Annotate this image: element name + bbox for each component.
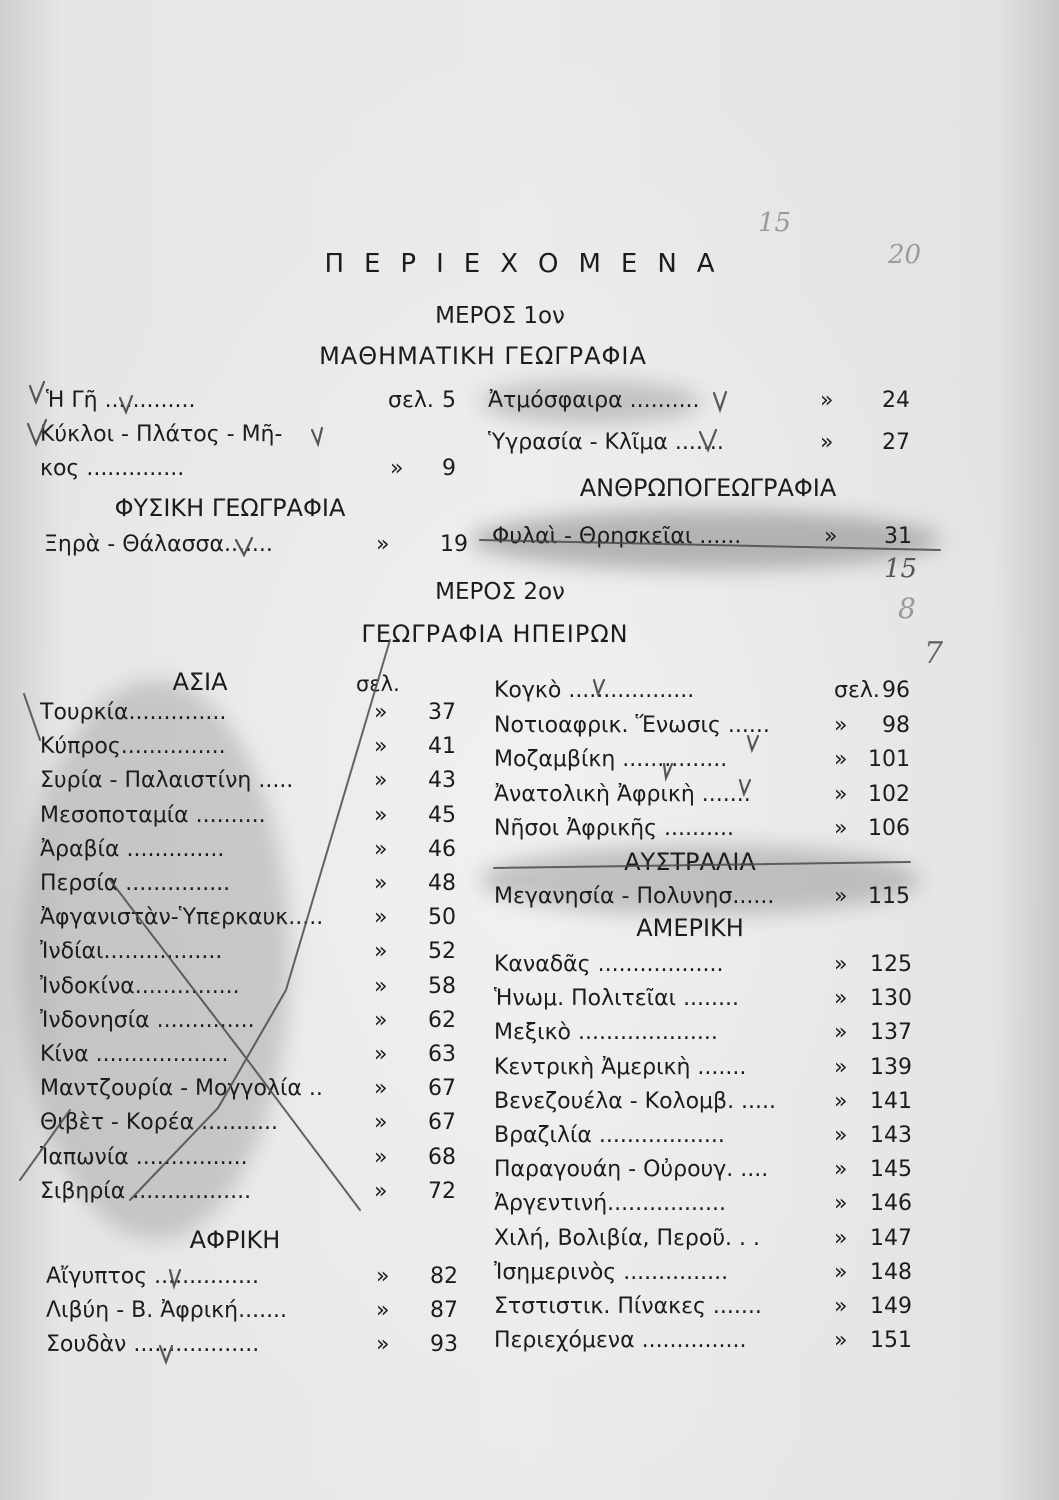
check-mark-icon	[30, 382, 44, 402]
entry-label: Κεντρικὴ Ἀμερικὴ .......	[494, 1054, 747, 1080]
ditto-mark: »	[834, 712, 848, 738]
africa-heading: ΑΦΡΙΚΗ	[189, 1226, 281, 1254]
check-mark-icon	[160, 1346, 172, 1362]
ditto-mark: »	[374, 734, 388, 760]
australia-heading: ΑΥΣΤΡΑΛΙΑ	[624, 848, 756, 876]
sel-label: σελ.	[356, 672, 400, 696]
entry-label: Κογκὸ ..................	[494, 678, 695, 703]
entry-label: Περιεχόμενα ...............	[494, 1328, 747, 1354]
page-number: 58	[428, 973, 456, 999]
page-number: 31	[884, 524, 912, 549]
check-mark-icon	[236, 538, 252, 555]
page-number: 67	[428, 1076, 456, 1102]
entry-label: Καναδᾶς ..................	[494, 952, 724, 977]
page-number: 46	[428, 836, 456, 862]
page-number: 68	[428, 1144, 456, 1170]
ditto-mark: »	[374, 802, 388, 828]
entry-label: Κύπρος...............	[40, 734, 226, 760]
page-number: 130	[870, 986, 912, 1012]
ditto-mark: »	[824, 524, 838, 549]
ditto-mark: »	[834, 1294, 848, 1319]
ditto-mark: »	[376, 1332, 390, 1357]
ditto-mark: »	[834, 1191, 848, 1217]
entry-label: Περσία ...............	[40, 871, 231, 896]
cross-out-line-icon	[24, 694, 40, 740]
entry-label: Ὑγρασία - Κλῖμα .......	[488, 430, 724, 455]
ditto-mark: »	[834, 952, 848, 977]
entry-label: Ἡνωμ. Πολιτεῖαι ........	[494, 986, 740, 1012]
ditto-mark: »	[834, 816, 848, 841]
entry-label: Ἰνδίαι.................	[40, 939, 223, 965]
page-number: 41	[428, 734, 456, 760]
page-number: 87	[430, 1298, 458, 1323]
check-mark-icon	[714, 392, 726, 410]
pencil-note: 15	[758, 208, 792, 238]
ditto-mark: »	[374, 1178, 388, 1204]
cross-out-line-icon	[130, 640, 390, 1200]
ditto-mark: »	[374, 973, 388, 999]
ditto-mark: »	[834, 1157, 848, 1183]
entry-label: κος ..............	[40, 456, 185, 481]
check-mark-icon	[740, 780, 750, 794]
page-number: 24	[882, 388, 910, 413]
page-number: 27	[882, 430, 910, 455]
entry-label: Ἀνατολικὴ Ἀφρικὴ .......	[494, 781, 751, 807]
entry-label: Μεγανησία - Πολυνησ......	[494, 884, 775, 909]
check-mark-icon	[700, 430, 716, 450]
ditto-mark: »	[374, 1144, 388, 1170]
part1-heading: ΜΕΡΟΣ 1ον	[435, 303, 565, 329]
page-number: 72	[428, 1178, 456, 1204]
check-mark-icon	[28, 420, 46, 444]
page-number: 146	[870, 1191, 912, 1217]
page-number: 106	[868, 816, 910, 841]
ditto-mark: »	[374, 768, 388, 794]
entry-label: Ἰαπωνία ................	[40, 1144, 248, 1170]
page-number: 37	[428, 700, 456, 725]
ditto-mark: σελ.	[834, 678, 880, 703]
entry-label: Ἰσημερινὸς ...............	[494, 1259, 729, 1285]
check-mark-icon	[312, 428, 322, 444]
page-title: ΠΕΡΙΕΧΟΜΕΝΑ	[324, 249, 735, 279]
entry-label: Συρία - Παλαιστίνη .....	[40, 768, 294, 794]
entry-label: Ἰνδοκίνα...............	[40, 973, 240, 999]
entry-label: Ἀργεντινή.................	[494, 1191, 727, 1217]
entry-label: Στστιστικ. Πίνακες .......	[494, 1294, 762, 1319]
page-number: 137	[870, 1020, 912, 1046]
check-mark-icon	[170, 1270, 180, 1286]
ditto-mark: »	[820, 430, 834, 455]
entry-label: Μαντζουρία - Μογγολία ..	[40, 1076, 323, 1102]
entry-label: Ἀτμόσφαιρα ..........	[488, 388, 700, 413]
entry-label: Βενεζουέλα - Κολομβ. .....	[494, 1088, 777, 1114]
entry-label: Χιλή, Βολιβία, Περοῦ. . .	[494, 1225, 761, 1251]
entry-label: Μεσοποταμία ..........	[40, 802, 266, 828]
ditto-mark: »	[374, 939, 388, 965]
ditto-mark: »	[834, 986, 848, 1012]
entry-label: Μοζαμβίκη ...............	[494, 747, 728, 772]
page-number: 9	[442, 456, 456, 481]
anthropogeography-heading: ΑΝΘΡΩΠΟΓΕΩΓΡΑΦΙΑ	[579, 474, 837, 502]
page-number: 151	[870, 1328, 912, 1354]
page-number: 96	[882, 678, 910, 703]
part1-subheading: ΜΑΘΗΜΑΤΙΚΗ ΓΕΩΓΡΑΦΙΑ	[319, 342, 647, 370]
ditto-mark: »	[834, 1328, 848, 1354]
ditto-mark: »	[834, 781, 848, 807]
entry-label: Νοτιοαφρικ. Ἕνωσις ......	[494, 712, 770, 738]
ditto-mark: »	[834, 884, 848, 909]
america-heading: ΑΜΕΡΙΚΗ	[636, 914, 744, 942]
pencil-note: 7	[924, 636, 944, 671]
entry-label: Θιβὲτ - Κορέα ...........	[40, 1110, 279, 1136]
ditto-mark: »	[374, 1042, 388, 1067]
part2-heading: ΜΕΡΟΣ 2ον	[435, 579, 565, 605]
ditto-mark: »	[834, 1225, 848, 1251]
part2-subheading: ΓΕΩΓΡΑΦΙΑ ΗΠΕΙΡΩΝ	[361, 620, 629, 648]
entry-label: Ξηρὰ - Θάλασσα.......	[44, 532, 273, 557]
ditto-mark: »	[834, 1123, 848, 1148]
page-number: 19	[440, 532, 468, 557]
entry-label: Κύκλοι - Πλάτος - Μῆ-	[40, 422, 283, 447]
entry-label: Ἡ Γῆ .............	[46, 388, 196, 413]
ditto-mark: »	[374, 1110, 388, 1136]
check-mark-icon	[664, 764, 672, 778]
cross-out-line-icon	[20, 1110, 70, 1180]
sel-label: σελ.	[388, 388, 434, 413]
pencil-note: 20	[888, 240, 922, 270]
page-number: 149	[870, 1294, 912, 1319]
page-number: 82	[430, 1264, 458, 1289]
ditto-mark: »	[820, 388, 834, 413]
page-number: 145	[870, 1157, 912, 1183]
ditto-mark: »	[374, 1007, 388, 1033]
entry-label: Φυλαὶ - Θρησκεῖαι ......	[492, 524, 742, 549]
page-number: 62	[428, 1007, 456, 1033]
page-number: 93	[430, 1332, 458, 1357]
page-number: 125	[870, 952, 912, 977]
page-number: 115	[868, 884, 910, 909]
page-number: 102	[868, 781, 910, 807]
entry-label: Νῆσοι Ἀφρικῆς ..........	[494, 816, 734, 841]
page-number: 101	[868, 747, 910, 772]
entry-label: Ἀραβία ..............	[40, 836, 225, 862]
check-mark-icon	[594, 680, 604, 694]
ditto-mark: »	[834, 747, 848, 772]
ditto-mark: »	[374, 700, 388, 725]
entry-label: Μεξικὸ ....................	[494, 1020, 718, 1046]
page-number: 45	[428, 802, 456, 828]
entry-label: Βραζιλία ..................	[494, 1123, 725, 1148]
page-number: 48	[428, 871, 456, 896]
ditto-mark: »	[390, 456, 404, 481]
entry-label: Τουρκία..............	[40, 700, 227, 725]
ditto-mark: »	[834, 1088, 848, 1114]
page-number: 143	[870, 1123, 912, 1148]
ditto-mark: »	[834, 1259, 848, 1285]
ditto-mark: »	[376, 532, 390, 557]
ditto-mark: »	[374, 871, 388, 896]
ditto-mark: »	[834, 1020, 848, 1046]
page-number: 67	[428, 1110, 456, 1136]
entry-label: Σουδὰν ..................	[46, 1332, 260, 1357]
strike-line-icon	[494, 862, 910, 868]
ditto-mark: »	[376, 1298, 390, 1323]
cross-out-line-icon	[110, 880, 360, 1210]
page-number: 43	[428, 768, 456, 794]
ditto-mark: »	[374, 905, 388, 931]
page-number: 98	[882, 712, 910, 738]
ditto-mark: »	[374, 1076, 388, 1102]
page-number: 148	[870, 1259, 912, 1285]
page-number: 63	[428, 1042, 456, 1067]
ditto-mark: »	[376, 1264, 390, 1289]
entry-label: Ἰνδονησία ..............	[40, 1007, 255, 1033]
entry-label: Κίνα ...................	[40, 1042, 229, 1067]
page-number: 52	[428, 939, 456, 965]
page-number: 139	[870, 1054, 912, 1080]
entry-label: Παραγουάη - Οὐρουγ. ....	[494, 1157, 769, 1183]
ditto-mark: »	[374, 836, 388, 862]
physical-geography-heading: ΦΥΣΙΚΗ ΓΕΩΓΡΑΦΙΑ	[114, 494, 346, 522]
check-mark-icon	[748, 736, 758, 750]
strike-line-icon	[480, 540, 940, 550]
page-number: 50	[428, 905, 456, 931]
page-number: 141	[870, 1088, 912, 1114]
page-number: 147	[870, 1225, 912, 1251]
entry-label: Σιβηρία .................	[40, 1178, 252, 1204]
page-number: 5	[442, 388, 456, 413]
entry-label: Ἀφγανιστὰν-Ὑπερκαυκ.....	[40, 905, 324, 931]
pencil-note: 8	[898, 592, 916, 625]
check-mark-icon	[120, 396, 132, 412]
pencil-note: 15	[884, 554, 918, 584]
entry-label: Λιβύη - Β. Ἀφρική.......	[46, 1298, 288, 1323]
ditto-mark: »	[834, 1054, 848, 1080]
entry-label: Αἴγυπτος ...............	[46, 1264, 259, 1289]
asia-heading: ΑΣΙΑ	[172, 668, 228, 696]
